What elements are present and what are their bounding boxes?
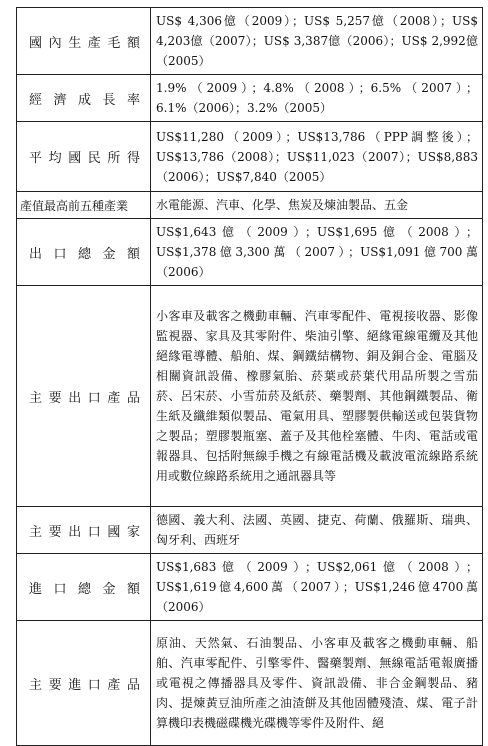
row-label: 出口總金額 [29, 246, 140, 262]
row-label: 國內生產毛額 [29, 35, 140, 51]
table-row-export-products [17, 286, 483, 507]
value-cell: 1.9%（2009）；4.8%（2008）；6.5%（2007）；6.1%（2006）；3.2%（2005） [151, 75, 483, 122]
label-cell [17, 621, 151, 746]
economic-data-table [16, 7, 483, 746]
value-cell: 德國、義大利、法國、英國、捷克、荷蘭、俄羅斯、瑞典、匈牙利、西班牙 [151, 507, 483, 554]
label-cell [17, 554, 151, 621]
value-cell: 水電能源、汽車、化學、焦炭及煉油製品、五金 [151, 192, 483, 219]
row-label: 平均國民所得 [29, 151, 140, 166]
row-label: 產值最高前五種產業 [20, 198, 129, 213]
row-label: 主要出口產品 [29, 390, 140, 406]
row-label: 進口總金額 [29, 581, 140, 597]
table-row-import-products [17, 621, 483, 746]
country-economic-data-sheet [16, 7, 483, 746]
label-cell [17, 507, 151, 554]
value-cell: US$1,643億（2009）；US$1,695億（2008）；US$1,378億3,300萬（2007）；US$1,091億700萬（2006） [151, 219, 483, 286]
row-label: 主要出口國家 [29, 524, 140, 540]
table-row-gdp [17, 8, 483, 75]
value-cell: US$ 4,306億（2009）；US$ 5,257億（2008）；US$ 4,203億（2007）；US$ 3,387億（2006）；US$ 2,992億（2005） [151, 8, 483, 75]
table-row-import-total [17, 554, 483, 621]
value-cell: 小客車及載客之機動車輛、汽車零配件、電視接收器、影像監視器、家具及其零附件、柴油引擎、絕緣電線電纜及其他絕緣電導體、船舶、煤、鋼鐵結構物、銅及銅合金、電腦及相關資訊設備、橡膠氣胎、菸葉或菸葉代用品所製之雪茄菸、呂宋菸、小雪茄菸及紙菸、藥製劑、其他鋼鐵製品、衛生紙及纖維類似製品、電氣用具、塑膠製供輸送或包裝貨物之製品；塑膠製瓶塞、蓋子及其他栓塞體、牛肉、電話或電報器具、包括附無線手機之有線電話機及載波電流線路系統用或數位線路系統用之通訊器具等 [151, 286, 483, 507]
label-cell [17, 8, 151, 75]
row-label: 主要進口產品 [29, 677, 140, 693]
table-row-growth-rate [17, 75, 483, 122]
label-cell [17, 122, 151, 192]
value-cell: US$1,683億（2009）；US$2,061億（2008）；US$1,619億4,600萬（2007）；US$1,246億4700萬（2006） [151, 554, 483, 621]
label-cell [17, 75, 151, 122]
value-cell: US$11,280（2009）；US$13,786（PPP調整後）；US$13,786（2008）；US$11,023（2007）；US$8,883（2006）；US$7,840（2005） [151, 122, 483, 192]
label-cell [17, 286, 151, 507]
table-row-export-countries [17, 507, 483, 554]
value-cell: 原油、天然氣、石油製品、小客車及載客之機動車輛、船舶、汽車零配件、引擎零件、醫藥製劑、無線電話電報廣播或電視之傳播器具及零件、資訊設備、非合金鋼製品、豬肉、提煉黃豆油所產之油渣餅及其他固體殘渣、煤、電子計算機印表機磁碟機光碟機等零件及附件、絕 [151, 621, 483, 746]
table-row-export-total [17, 219, 483, 286]
row-label: 經濟成長率 [29, 92, 140, 108]
table-row-income [17, 122, 483, 192]
label-cell [17, 219, 151, 286]
table-row-top-industries [17, 192, 483, 219]
label-cell [17, 192, 151, 219]
